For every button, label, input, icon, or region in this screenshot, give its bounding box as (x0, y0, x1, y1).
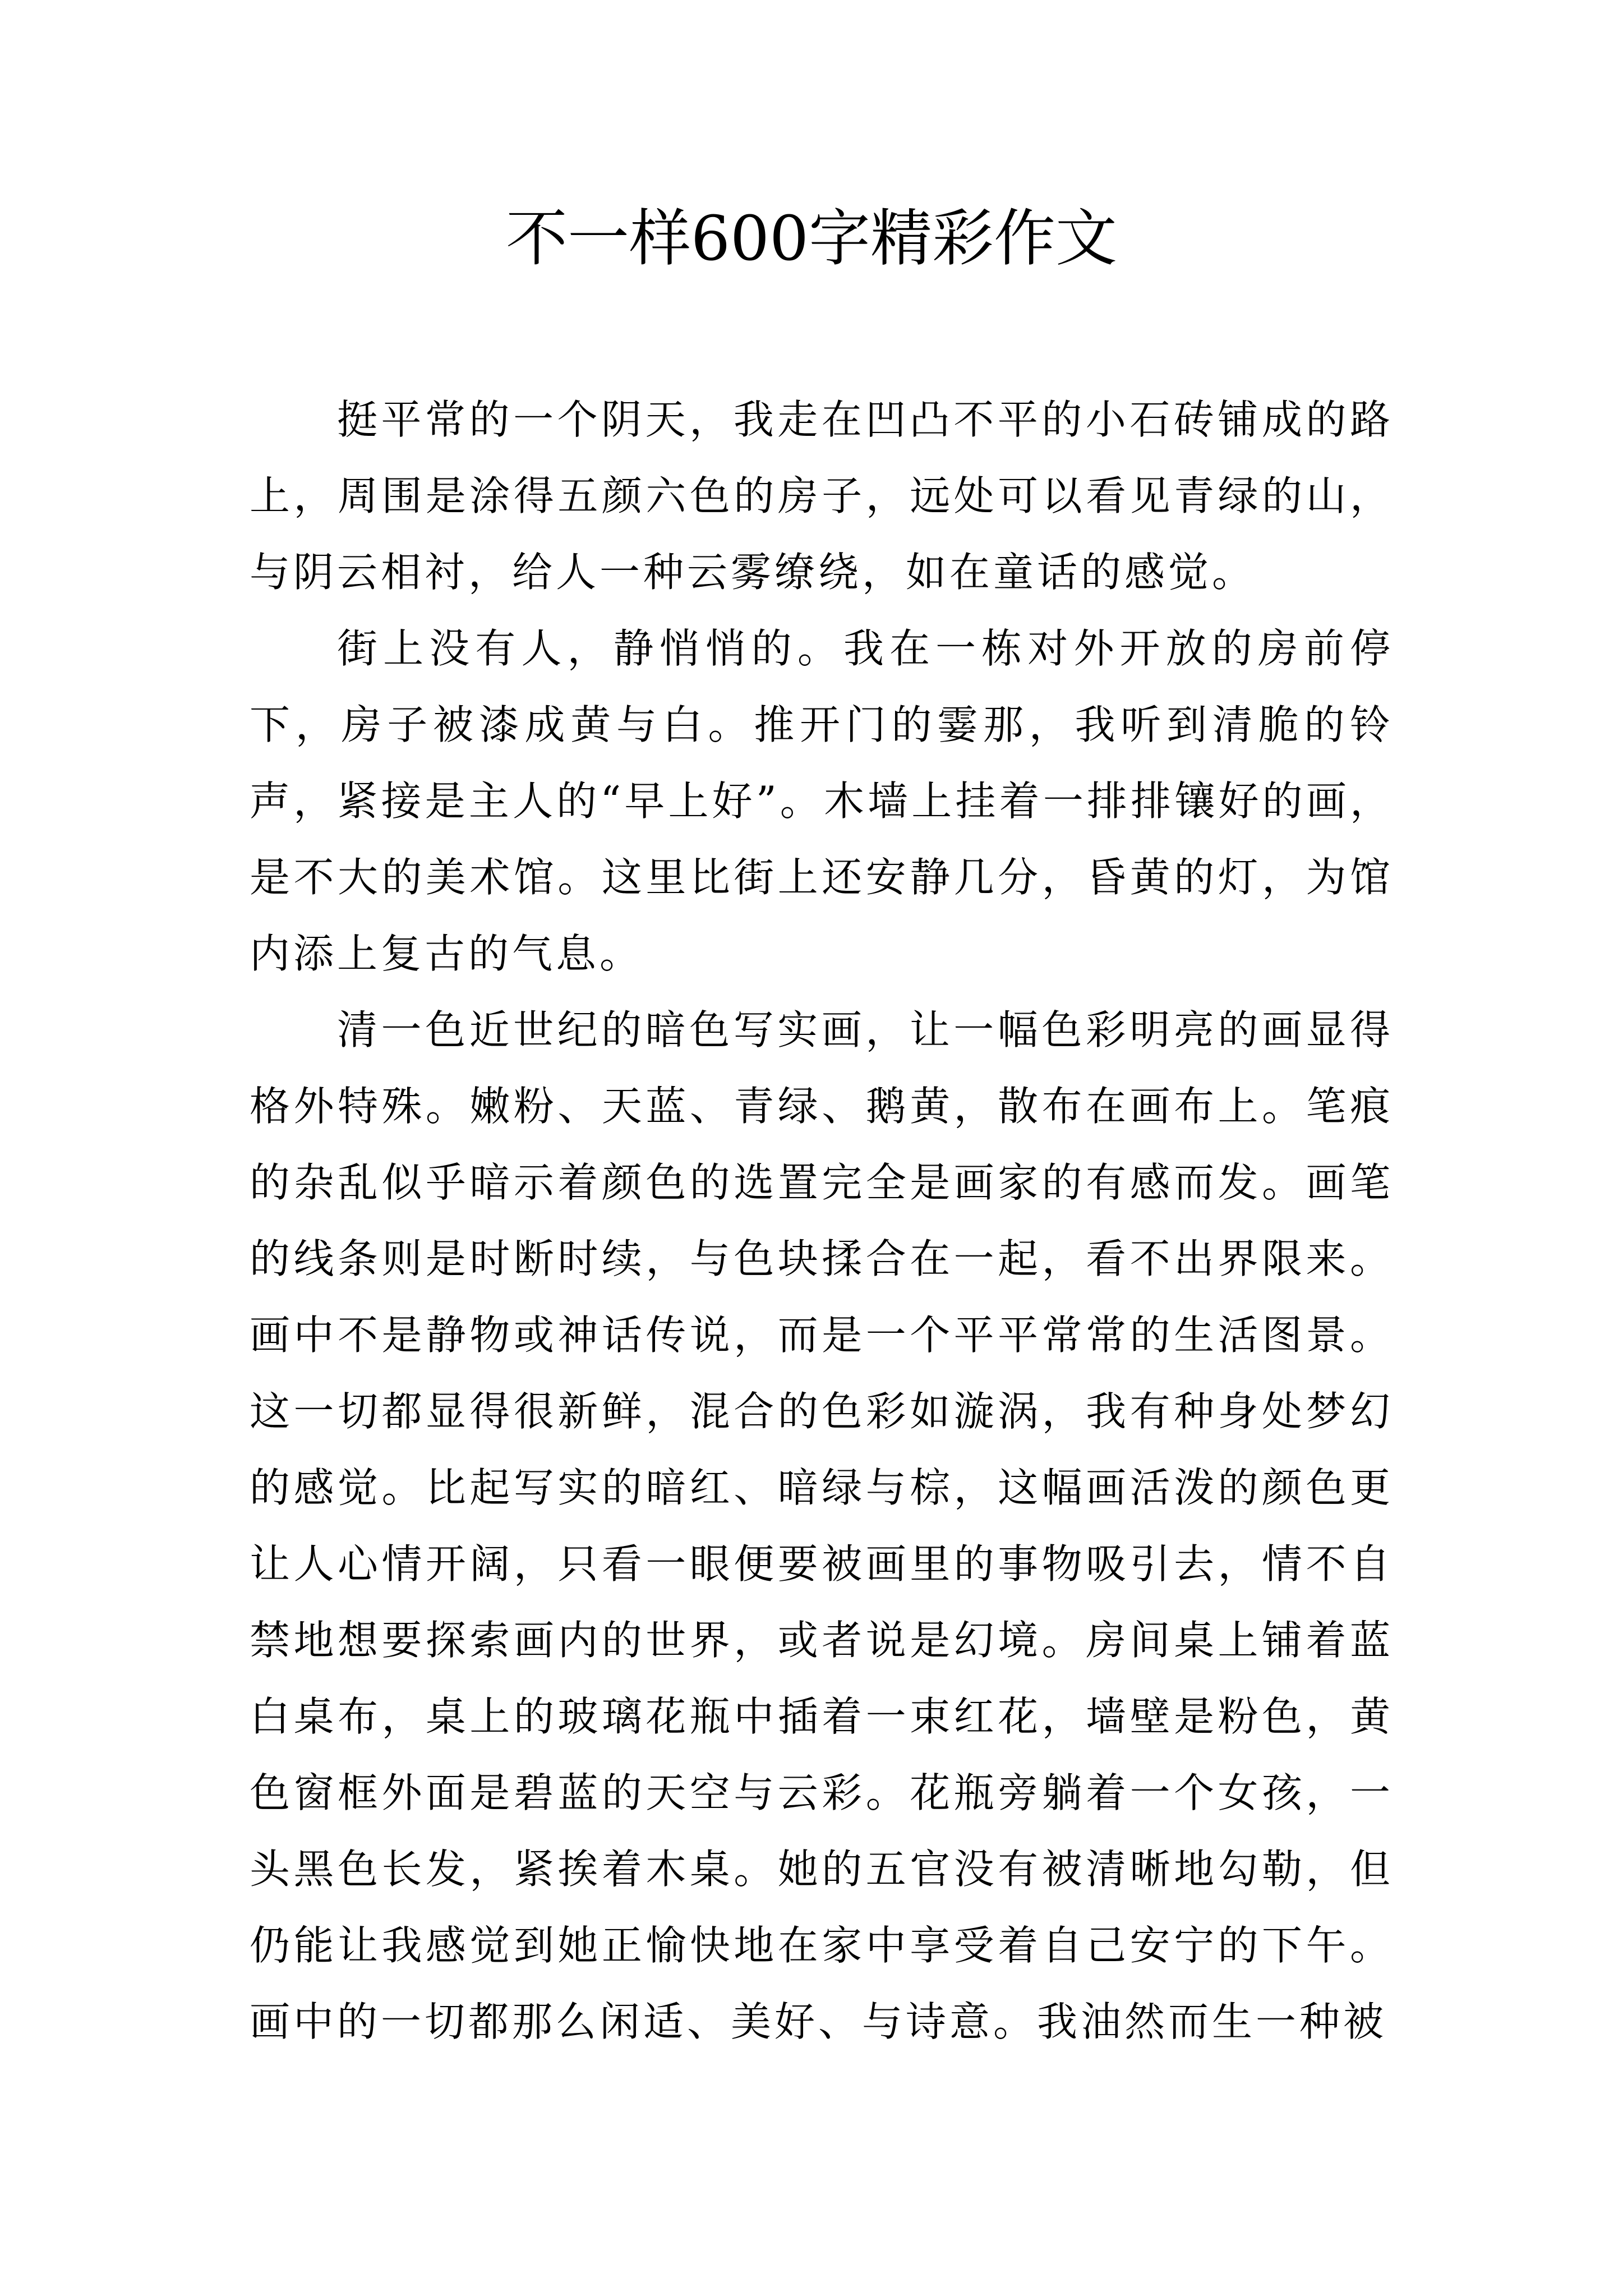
paragraph-2: 街上没有人，静悄悄的。我在一栋对外开放的房前停下，房子被漆成黄与白。推开门的霎那，我听到清脆的铃声，紧接是主人的“早上好”。木墙上挂着一排排镶好的画，是不大的美术馆。这里比街上还安静几分，昏黄的灯，为馆内添上复古的气息。 (250, 625, 1394, 977)
document-title: 不一样600字精彩作文 (506, 203, 1117, 274)
paragraph-3: 清一色近世纪的暗色写实画，让一幅色彩明亮的画显得格外特殊。嫩粉、天蓝、青绿、鹅黄，散布在画布上。笔痕的杂乱似乎暗示着颜色的选置完全是画家的有感而发。画笔的线条则是时断时续，与色块揉合在一起，看不出界限来。画中不是静物或神话传说，而是一个平平常常的生活图景。这一切都显得很新鲜，混合的色彩如漩涡，我有种身处梦幻的感觉。比起写实的暗红、暗绿与棕，这幅画活泼的颜色更让人心情开阔，只看一眼便要被画里的事物吸引去，情不自禁地想要探索画内的世界，或者说是幻境。房间桌上铺着蓝白桌布，桌上的玻璃花瓶中插着一束红花，墙壁是粉色，黄色窗框外面是碧蓝的天空与云彩。花瓶旁躺着一个女孩，一头黑色长发，紧挨着木桌。她的五官没有被清晰地勾勒，但仍能让我感觉到她正愉快地在家中享受着自己安宁的下午。画中的一切都那么闲适、美好、与诗意。我油然而生一种被 (250, 1006, 1394, 2045)
document-body (250, 381, 1394, 2060)
paragraph-1: 挺平常的一个阴天，我走在凹凸不平的小石砖铺成的路上，周围是涂得五颜六色的房子，远处可以看见青绿的山，与阴云相衬，给人一种云雾缭绕，如在童话的感觉。 (250, 396, 1394, 596)
